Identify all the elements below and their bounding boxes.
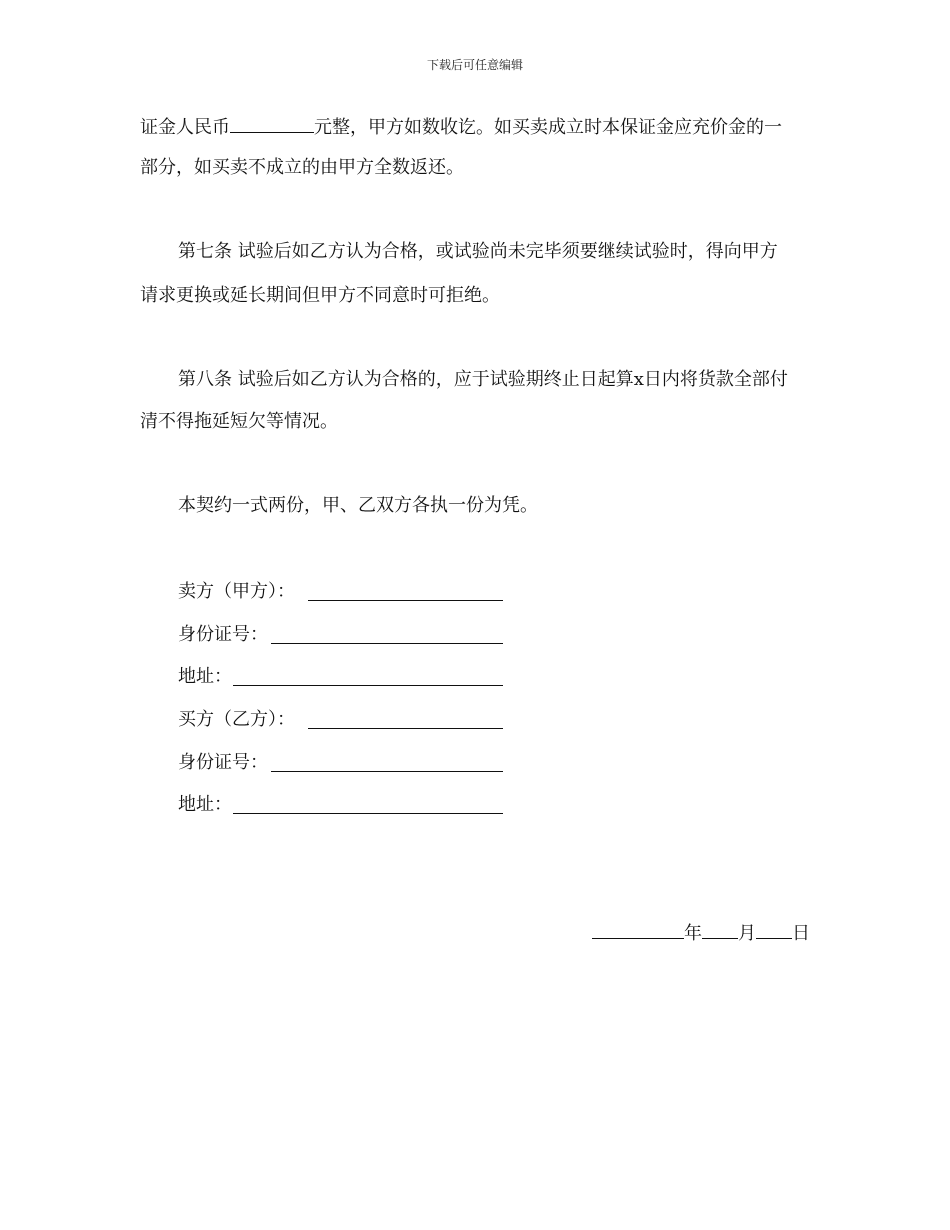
- buyer-id-line: [271, 771, 503, 772]
- clause6-line1-pre: 证金人民币: [140, 117, 230, 138]
- deposit-amount-blank: [230, 114, 314, 133]
- day-label: 日: [792, 923, 810, 944]
- buyer-address-line: [233, 813, 503, 814]
- seller-id-label: 身份证号：: [178, 624, 268, 645]
- clause8-line1: 第八条 试验后如乙方认为合格的，应于试验期终止日起算x日内将货款全部付: [178, 369, 788, 390]
- buyer-label: 买方（乙方）：: [178, 709, 295, 730]
- month-label: 月: [738, 923, 756, 944]
- seller-address-line: [233, 685, 503, 686]
- seller-address-label: 地址：: [178, 666, 232, 687]
- buyer-signature-line: [308, 728, 503, 729]
- month-blank: [702, 920, 738, 939]
- seller-label: 卖方（甲方）：: [178, 581, 295, 602]
- clause7-line1: 第七条 试验后如乙方认为合格，或试验尚未完毕须要继续试验时，得向甲方: [178, 241, 778, 262]
- buyer-address-label: 地址：: [178, 794, 232, 815]
- year-blank: [592, 920, 684, 939]
- clause7-line2: 请求更换或延长期间但甲方不同意时可拒绝。: [140, 285, 500, 306]
- year-label: 年: [684, 923, 702, 944]
- seller-id-line: [271, 643, 503, 644]
- page-header: 下载后可任意编辑: [426, 58, 523, 72]
- clause6-line1: [140, 114, 820, 140]
- closing-statement: 本契约一式两份，甲、乙双方各执一份为凭。: [178, 495, 538, 516]
- clause6-line2: 部分，如买卖不成立的由甲方全数返还。: [140, 157, 464, 178]
- clause6-line1-post: 元整，甲方如数收讫。如买卖成立时本保证金应充价金的一: [314, 117, 782, 138]
- day-blank: [756, 920, 792, 939]
- date-line: [592, 920, 810, 946]
- seller-signature-line: [308, 600, 503, 601]
- clause8-line2: 清不得拖延短欠等情况。: [140, 411, 338, 432]
- buyer-id-label: 身份证号：: [178, 752, 268, 773]
